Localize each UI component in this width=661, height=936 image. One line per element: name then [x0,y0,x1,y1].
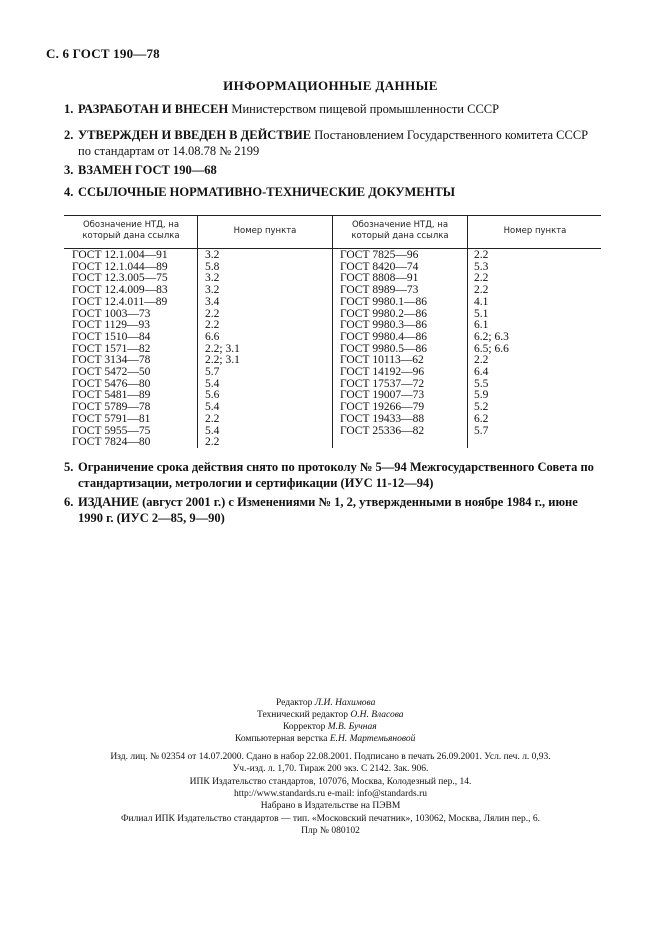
point-number: 2.2; 3.1 [205,342,240,355]
imprint-line-5: Набрано в Издательстве на ПЭВМ [260,801,401,811]
item-lead: ИЗДАНИЕ [78,495,139,509]
ntd-designation: ГОСТ 9980.1—86 [340,295,428,308]
point-number: 2.2 [205,436,220,449]
ntd-designation: ГОСТ 1571—82 [72,342,151,355]
ntd-designation: ГОСТ 12.4.011—89 [72,295,168,308]
point-number: 5.3 [474,260,489,273]
imprint-line-3: ИПК Издательство стандартов, 107076, Москва, Колодезный пер., 14. [189,777,472,787]
point-number: 6.1 [474,319,489,332]
column-header-ntd: Обозначение НТД, на который дана ссылка [351,220,449,241]
item-number: 3. [64,163,74,177]
item-number: 6. [64,495,74,509]
point-number: 3.4 [205,295,220,308]
point-number: 2.2 [474,272,489,285]
ntd-designation: ГОСТ 25336—82 [340,424,425,437]
ntd-designation: ГОСТ 19266—79 [340,401,425,414]
point-number: 5.7 [205,366,220,379]
credit-editor: Редактор Л.И. Нахимова [276,698,376,708]
point-number: 2.2 [205,412,220,425]
imprint-line-6: Филиал ИПК Издательство стандартов — тип. «Московский печатник», 103062, Москва, Лялин пер., 6. [120,814,540,824]
ntd-designation: ГОСТ 8808—91 [340,272,419,285]
point-number: 5.4 [205,401,220,414]
point-number: 2.2 [474,249,489,261]
point-number: 5.9 [474,389,489,402]
point-number: 6.4 [474,366,489,379]
column-divider [332,216,333,448]
point-number: 4.1 [474,295,489,308]
item-number: 5. [64,460,74,474]
point-number: 6.5; 6.6 [474,342,509,355]
info-item-1 [64,101,604,117]
ntd-designation: ГОСТ 14192—96 [340,366,425,379]
item-text: Ограничение срока действия снято по протоколу № 5—94 Межгосударственного Совета по стандартизации, метрологии и сертификации (ИУС 11-12—94) [78,460,594,490]
column-header-point: Номер пункта [233,226,297,236]
item-text: Постановлением Государственного комитета СССР по стандартам от 14.08.78 № 2199 [78,128,589,158]
page-header: С. 6 ГОСТ 190—78 [46,46,160,61]
ntd-designation: ГОСТ 5791—81 [72,412,151,425]
ntd-designation: ГОСТ 9980.3—86 [340,319,428,332]
point-number: 2.2 [474,354,489,367]
item-number: 4. [64,185,74,199]
ntd-designation: ГОСТ 8989—73 [340,284,419,297]
ntd-designation: ГОСТ 3134—78 [72,354,151,367]
point-number: 2.2 [474,284,489,297]
ntd-designation: ГОСТ 5955—75 [72,424,151,437]
point-number: 5.5 [474,377,489,390]
point-number: 5.7 [474,424,489,437]
imprint-line-7: Плр № 080102 [301,826,360,836]
ntd-designation: ГОСТ 8420—74 [340,260,419,273]
point-number: 5.4 [205,377,220,390]
left-point-column [205,250,240,449]
item-lead: УТВЕРЖДЕН И ВВЕДЕН В ДЕЙСТВИЕ [78,128,312,142]
ntd-designation: ГОСТ 12.3.005—75 [72,272,168,285]
column-header-point: Номер пункта [503,226,567,236]
info-item-5 [64,459,604,491]
item-lead: ССЫЛОЧНЫЕ НОРМАТИВНО-ТЕХНИЧЕСКИЕ ДОКУМЕНТЫ [78,185,455,199]
ntd-designation: ГОСТ 19433—88 [340,412,425,425]
right-ntd-column [340,250,427,437]
item-text: (август 2001 г.) с Изменениями № 1, 2, утвержденными в ноябре 1984 г., июне 1990 г. (ИУС 2—85, 9—90) [78,495,578,525]
credit-layout: Компьютерная верстка Е.Н. Мартемьяновой [235,734,416,744]
item-text: Министерством пищевой промышленности СССР [228,102,500,116]
item-number: 1. [64,102,74,116]
ntd-designation: ГОСТ 7825—96 [340,249,419,261]
point-number: 3.2 [205,272,220,285]
right-point-column [474,250,509,437]
point-number: 5.8 [205,260,220,273]
point-number: 6.2 [474,412,489,425]
column-header-ntd: Обозначение НТД, на который дана ссылка [82,220,180,241]
ntd-designation: ГОСТ 10113—62 [340,354,424,367]
ntd-designation: ГОСТ 1510—84 [72,330,151,343]
ntd-designation: ГОСТ 5481—89 [72,389,151,402]
credit-tech-editor: Технический редактор О.Н. Власова [257,710,404,720]
point-number: 2.2; 3.1 [205,354,240,367]
section-title: ИНФОРМАЦИОННЫЕ ДАННЫЕ [223,78,438,93]
info-item-2 [64,127,604,159]
ntd-designation: ГОСТ 19007—73 [340,389,425,402]
ntd-designation: ГОСТ 12.4.009—83 [72,284,168,297]
info-item-4 [64,184,604,200]
point-number: 6.6 [205,330,220,343]
imprint-line-4: http://www.standards.ru e-mail: info@standards.ru [233,789,428,799]
point-number: 6.2; 6.3 [474,330,509,343]
ntd-designation: ГОСТ 5476—80 [72,377,151,390]
info-item-6 [64,494,604,526]
reference-documents-table [64,215,601,448]
point-number: 3.2 [205,249,220,261]
point-number: 3.2 [205,284,220,297]
ntd-designation: ГОСТ 5789—78 [72,401,151,414]
ntd-designation: ГОСТ 9980.4—86 [340,330,428,343]
column-divider [197,216,198,448]
item-number: 2. [64,128,74,142]
point-number: 5.2 [474,401,489,414]
left-ntd-column [72,250,168,449]
ntd-designation: ГОСТ 9980.2—86 [340,307,428,320]
ntd-designation: ГОСТ 12.1.004—91 [72,249,168,261]
ntd-designation: ГОСТ 9980.5—86 [340,342,428,355]
imprint-line-1: Изд. лиц. № 02354 от 14.07.2000. Сдано в набор 22.08.2001. Подписано в печать 26.09.2001. Усл. печ. л. 0,93. [110,752,551,762]
credit-corrector: Корректор М.В. Бучная [283,722,377,732]
ntd-designation: ГОСТ 1129—93 [72,319,150,332]
point-number: 2.2 [205,307,220,320]
ntd-designation: ГОСТ 17537—72 [340,377,425,390]
ntd-designation: ГОСТ 5472—50 [72,366,151,379]
point-number: 2.2 [205,319,220,332]
ntd-designation: ГОСТ 1003—73 [72,307,151,320]
column-divider [467,216,468,448]
ntd-designation: ГОСТ 7824—80 [72,436,151,449]
point-number: 5.1 [474,307,489,320]
point-number: 5.6 [205,389,220,402]
imprint-line-2: Уч.-изд. л. 1,70. Тираж 200 экз. С 2142. Зак. 906. [232,764,429,774]
point-number: 5.4 [205,424,220,437]
info-item-3 [64,162,604,178]
ntd-designation: ГОСТ 12.1.044—89 [72,260,168,273]
item-lead: ВЗАМЕН ГОСТ 190—68 [78,163,217,177]
item-lead: РАЗРАБОТАН И ВНЕСЕН [78,102,229,116]
